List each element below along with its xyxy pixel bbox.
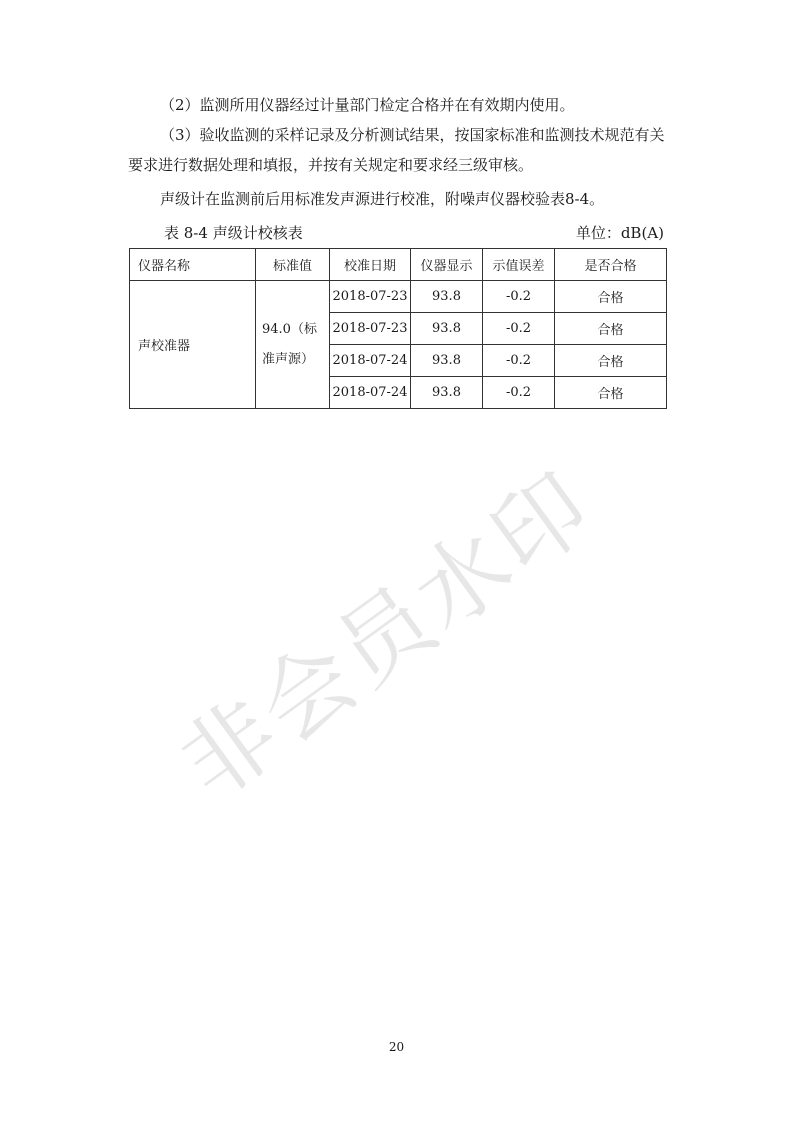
header-pass: 是否合格 xyxy=(555,249,667,281)
pass-cell: 合格 xyxy=(555,313,667,345)
display-cell: 93.8 xyxy=(411,313,483,345)
paragraph-1: （2）监测所用仪器经过计量部门检定合格并在有效期内使用。 xyxy=(160,96,575,114)
date-cell: 2018-07-23 xyxy=(330,313,411,345)
header-standard: 标准值 xyxy=(256,249,330,281)
error-cell: -0.2 xyxy=(483,281,555,313)
header-date: 校准日期 xyxy=(330,249,411,281)
date-cell: 2018-07-24 xyxy=(330,345,411,377)
calibration-table xyxy=(129,248,667,409)
standard-value-cell: 94.0（标准声源） xyxy=(256,281,330,409)
header-instrument: 仪器名称 xyxy=(130,249,256,281)
pass-cell: 合格 xyxy=(555,281,667,313)
table-unit: 单位：dB(A) xyxy=(575,224,664,242)
pass-cell: 合格 xyxy=(555,377,667,409)
pass-cell: 合格 xyxy=(555,345,667,377)
watermark: 非会员水印 xyxy=(161,451,613,820)
instrument-name-cell: 声校准器 xyxy=(130,281,256,409)
table-header-row xyxy=(130,249,667,281)
display-cell: 93.8 xyxy=(411,345,483,377)
page-number: 20 xyxy=(388,1040,405,1054)
display-cell: 93.8 xyxy=(411,377,483,409)
error-cell: -0.2 xyxy=(483,377,555,409)
paragraph-3: 声级计在监测前后用标准发声源进行校准，附噪声仪器校验表8-4。 xyxy=(160,190,605,208)
error-cell: -0.2 xyxy=(483,345,555,377)
date-cell: 2018-07-24 xyxy=(330,377,411,409)
date-cell: 2018-07-23 xyxy=(330,281,411,313)
display-cell: 93.8 xyxy=(411,281,483,313)
paragraph-2: （3）验收监测的采样记录及分析测试结果，按国家标准和监测技术规范有关要求进行数据处理和填报，并按有关规定和要求经三级审核。 xyxy=(128,126,665,174)
error-cell: -0.2 xyxy=(483,313,555,345)
header-error: 示值误差 xyxy=(483,249,555,281)
header-display: 仪器显示 xyxy=(411,249,483,281)
table-row xyxy=(130,281,667,313)
table-caption-bar xyxy=(128,222,668,246)
table-caption: 表 8-4 声级计校核表 xyxy=(164,224,303,242)
